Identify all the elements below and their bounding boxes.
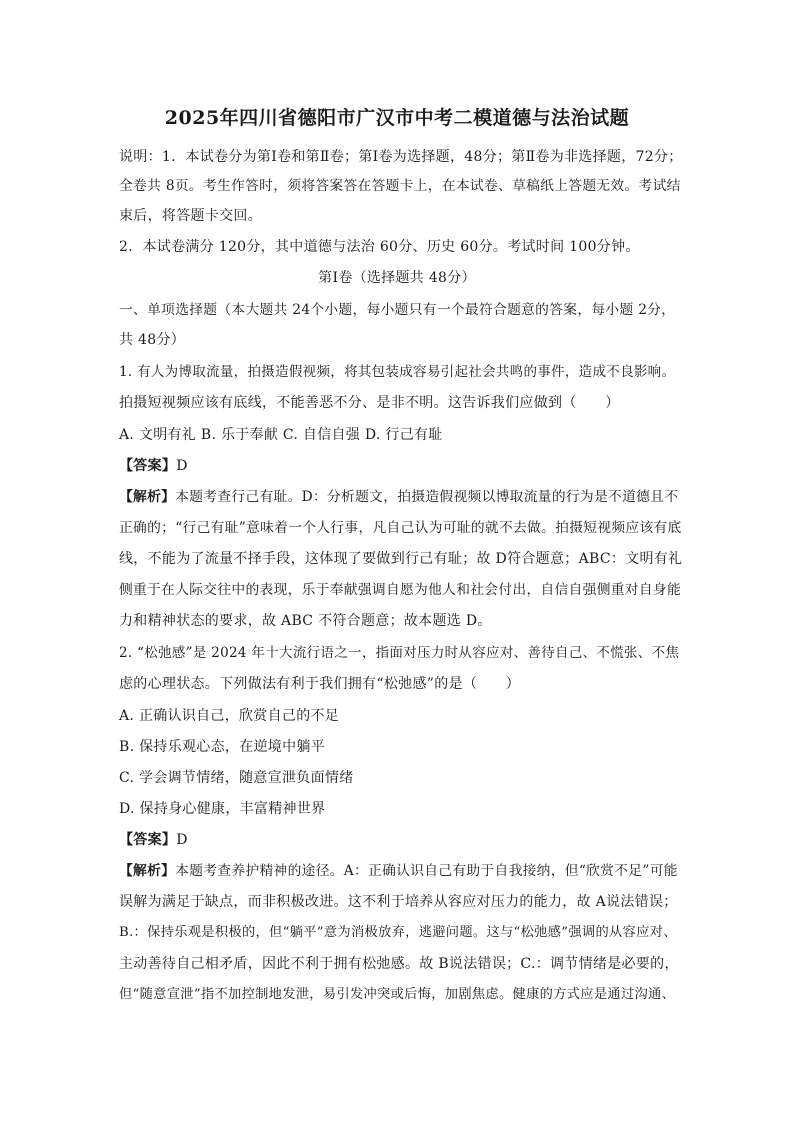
analysis-tag: 【解析】 (119, 863, 176, 879)
part-heading-line-2: 共 48分） (119, 332, 186, 348)
part-heading-line-1: 一、单项选择题（本大题共 24个小题，每小题只有一个最符合题意的答案，每小题 2分， (119, 302, 676, 318)
q1-analysis-line-5: 力和精神状态的要求，故 ABC 不符合题意；故本题选 D。 (119, 613, 492, 629)
intro-line-1: 说明：1．本试卷分为第Ⅰ卷和第Ⅱ卷；第Ⅰ卷为选择题，48分；第Ⅱ卷为非选择题，72分； (119, 149, 683, 165)
q2-option-a: A. 正确认识自己，欣赏自己的不足 (119, 708, 340, 724)
answer-value: D (176, 458, 188, 474)
q2-answer (119, 830, 188, 850)
q1-stem-line-2: 拍摄短视频应该有底线，不能善恶不分、是非不明。这告诉我们应做到（ ） (119, 395, 620, 411)
intro-line-2: 全卷共 8页。考生作答时，须将答案答在答题卡上，在本试卷、草稿纸上答题无效。考试结 (119, 178, 681, 194)
document-title: 2025年四川省德阳市广汉市中考二模道德与法治试题 (164, 107, 630, 129)
analysis-text: 本题考查行己有耻。D：分析题文，拍摄造假视频以博取流量的行为是不道德且不 (175, 489, 679, 505)
q2-stem-line-1: 2. “松弛感”是 2024 年十大流行语之一，指面对压力时从容应对、善待自己、不慌张、不焦 (119, 645, 680, 661)
q2-option-c: C. 学会调节情绪，随意宣泄负面情绪 (119, 770, 354, 786)
q1-analysis-line-3: 线，不能为了流量不择手段，这体现了要做到行己有耻；故 D符合题意；ABC：文明有礼 (119, 551, 683, 567)
q2-analysis-line-2: 误解为满足于缺点，而非积极改进。这不利于培养从容应对压力的能力，故 A说法错误； (119, 894, 678, 910)
q2-analysis-line-3: B.：保持乐观是积极的，但“躺平”意为消极放弃，逃避问题。这与“松弛感”强调的从容应对、 (119, 925, 677, 940)
q1-answer (119, 456, 188, 476)
q1-options: A. 文明有礼 B. 乐于奉献 C. 自信自强 D. 行己有耻 (119, 427, 443, 443)
q2-stem-line-2: 虑的心理状态。下列做法有利于我们拥有“松弛感”的是（ ） (119, 676, 521, 692)
answer-tag: 【答案】 (119, 832, 177, 848)
analysis-tag: 【解析】 (119, 489, 176, 505)
intro-line-3: 束后，将答题卡交回。 (119, 208, 262, 224)
analysis-text: 本题考查养护精神的途径。A：正确认识自己有助于自我接纳，但“欣赏不足”可能 (175, 863, 678, 879)
q2-option-b: B. 保持乐观心态，在逆境中躺平 (119, 739, 325, 755)
q1-analysis-line-2: 正确的；“行己有耻”意味着一个人行事，凡自己认为可耻的就不去做。拍摄短视频应该有底 (119, 520, 682, 536)
intro-line-4: 2．本试卷满分 120分，其中道德与法治 60分、历史 60分。考试时间 100分钟。 (119, 239, 640, 255)
answer-value: D (176, 832, 188, 848)
answer-tag: 【答案】 (119, 458, 177, 474)
q2-option-d: D. 保持身心健康，丰富精神世界 (119, 801, 326, 817)
q1-stem-line-1: 1. 有人为博取流量，拍摄造假视频，将其包装成容易引起社会共鸣的事件，造成不良影响。 (119, 364, 676, 380)
q2-analysis-line-4: 主动善待自己相矛盾，因此不利于拥有松弛感。故 B说法错误；C.：调节情绪是必要的， (119, 956, 679, 972)
section-heading: 第Ⅰ卷（选择题共 48分） (318, 270, 476, 286)
q2-analysis-line-5: 但“随意宣泄”指不加控制地发泄，易引发冲突或后悔，加剧焦虑。健康的方式应是通过沟通、 (119, 987, 676, 1002)
q1-analysis-line-1 (119, 487, 678, 507)
q2-analysis-line-1 (119, 861, 678, 881)
q1-analysis-line-4: 侧重于在人际交往中的表现，乐于奉献强调自愿为他人和社会付出，自信自强侧重对自身能 (119, 582, 682, 598)
